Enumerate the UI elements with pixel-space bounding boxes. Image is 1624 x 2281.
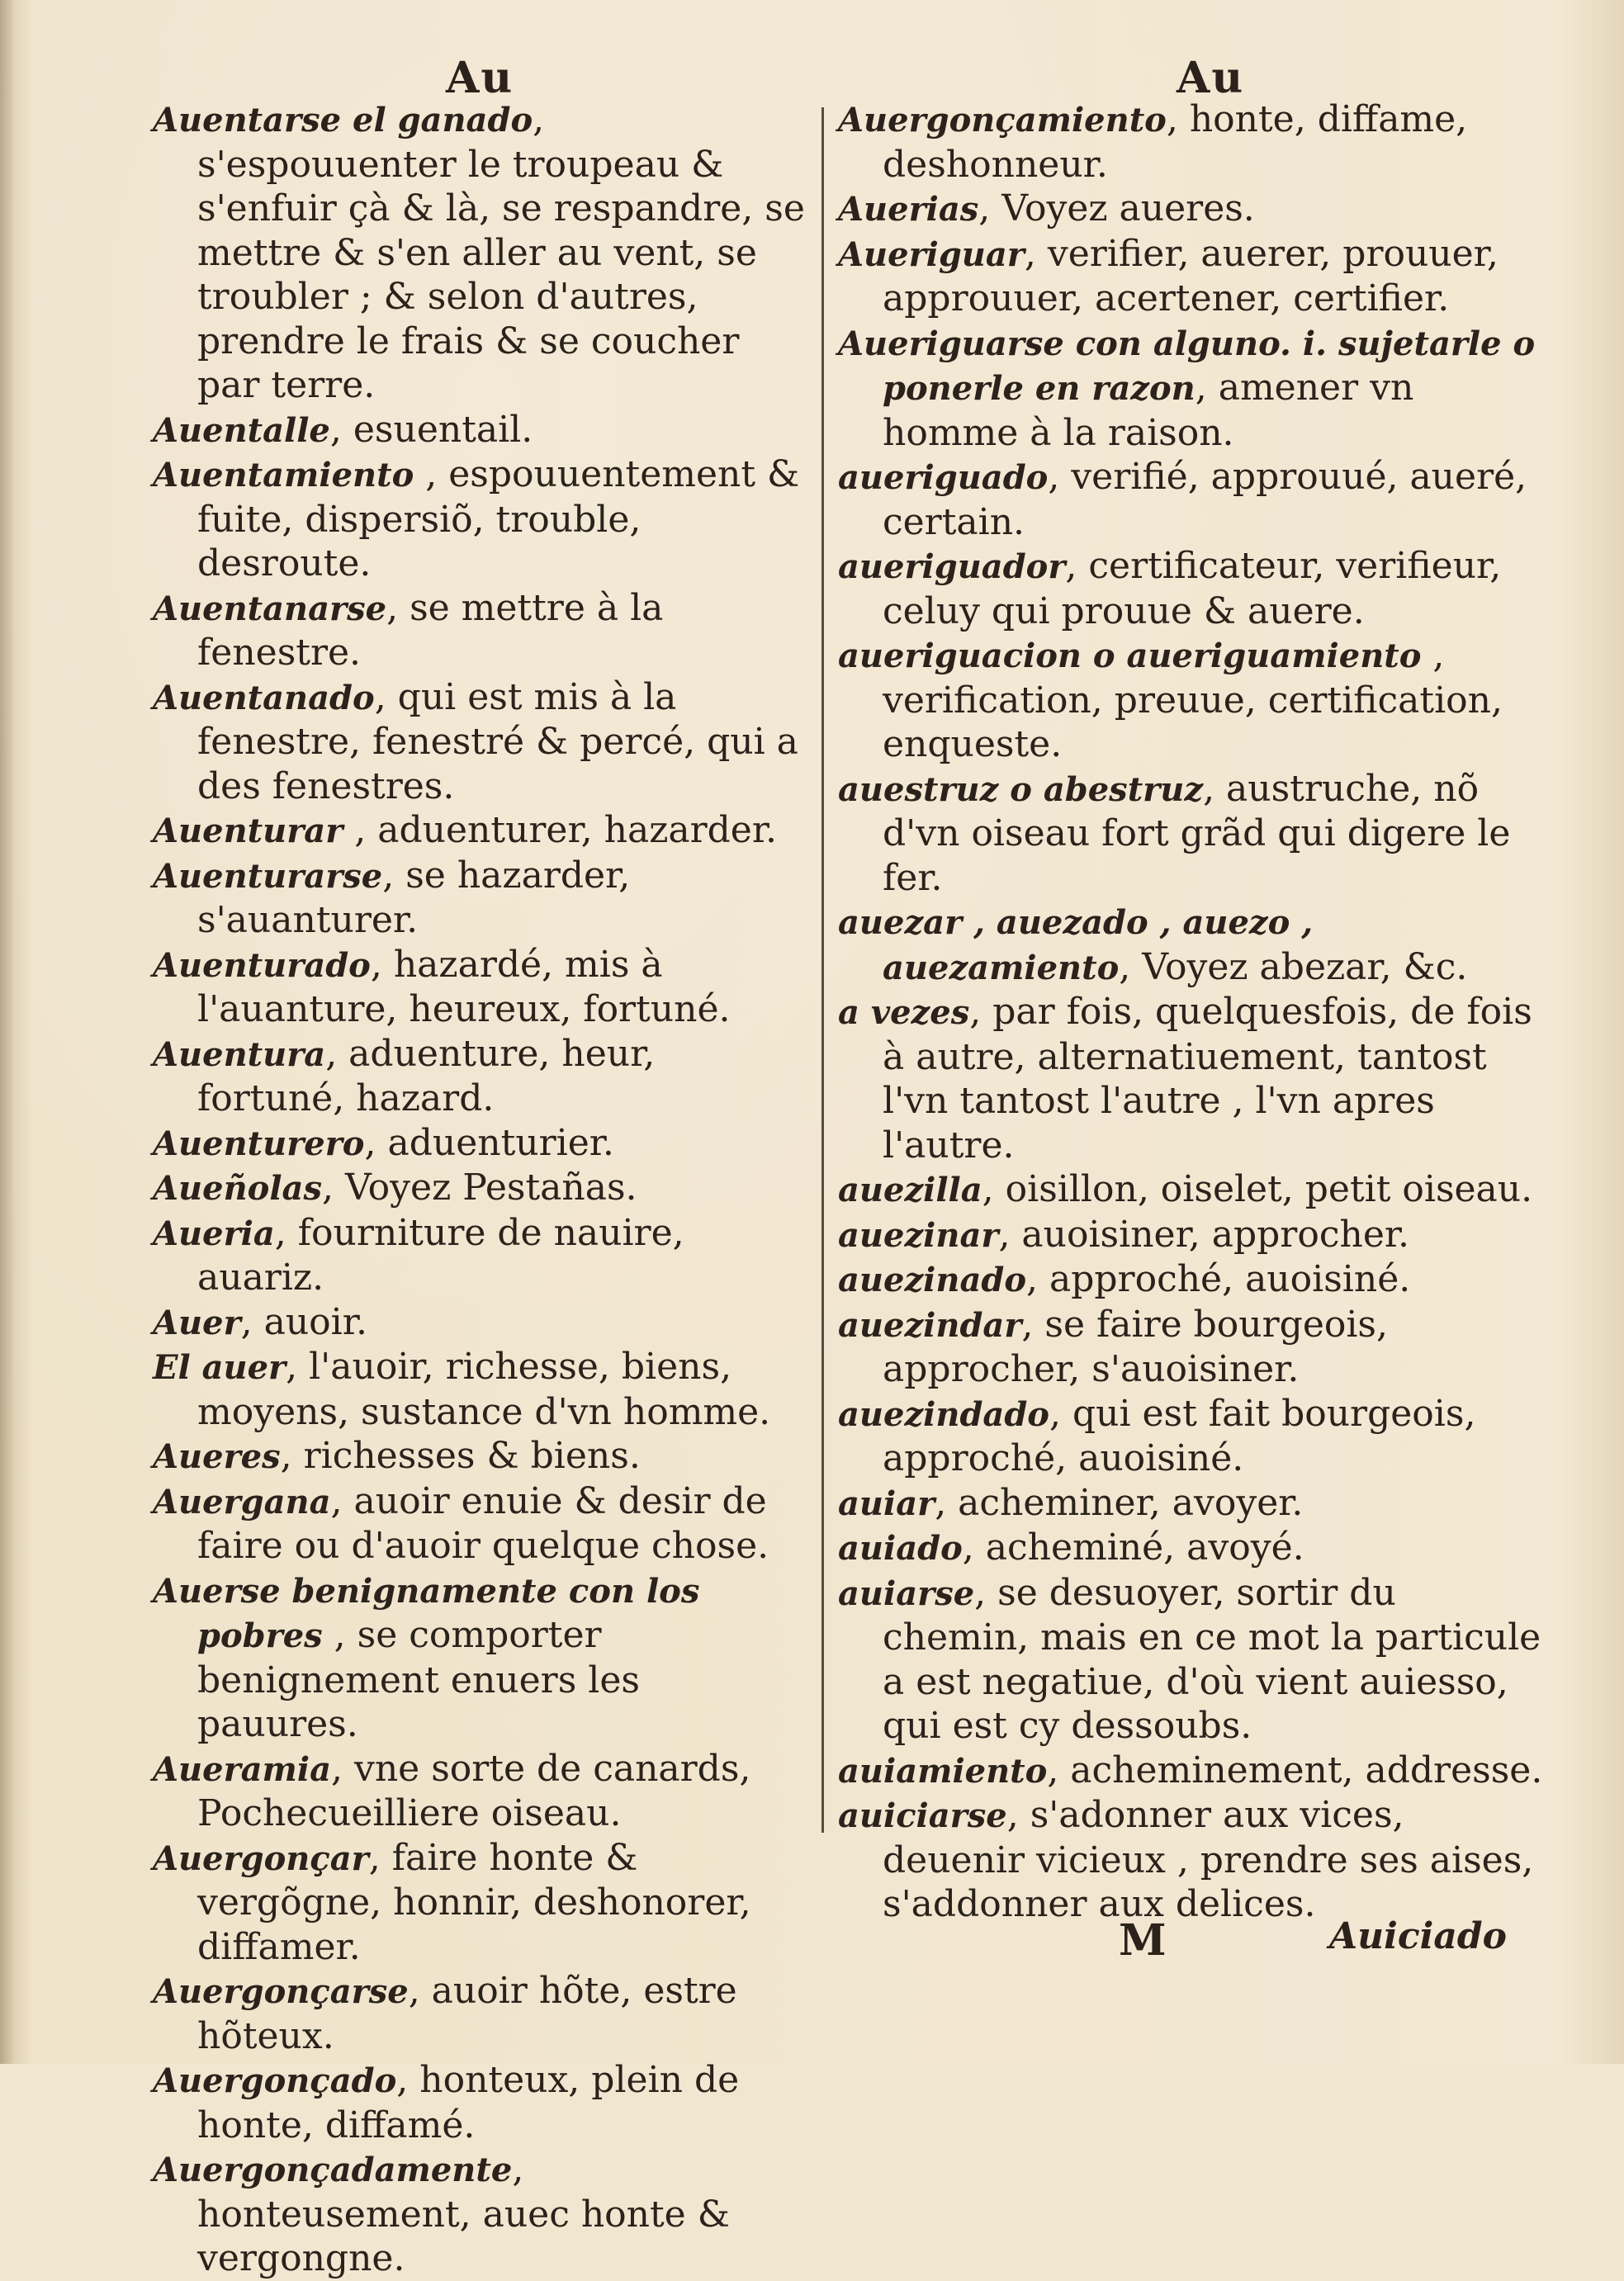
dictionary-entry: Auer, auoir. <box>153 1300 367 1343</box>
dictionary-entry: auiamiento, acheminement, addresse. <box>838 1749 1543 1791</box>
dictionary-entry: auezindar, se faire bourgeois, approcher, s'auoisiner. <box>838 1303 1388 1390</box>
right-column <box>838 97 1544 1927</box>
dictionary-entry: auiado, acheminé, avoyé. <box>838 1526 1304 1569</box>
dictionary-entry: Auenturarse, se hazarder, s'auanturer. <box>153 854 631 941</box>
dictionary-entry: auezindado, qui est fait bourgeois, approché, auoisiné. <box>838 1392 1476 1479</box>
dictionary-entry: Aueriguarse con alguno. i. sujetarle o ponerle en razon, amener vn homme à la raison. <box>838 324 1536 454</box>
dictionary-entry: auiar, acheminer, avoyer. <box>838 1481 1304 1524</box>
dictionary-entry: Auentura, aduenture, heur, fortuné, hazard. <box>153 1032 656 1119</box>
dictionary-entry: Auergonçamiento, honte, diffame, deshonneur. <box>838 98 1468 186</box>
running-head-right: Au <box>1177 53 1245 103</box>
dictionary-entry: Aueres, richesses & biens. <box>153 1435 641 1477</box>
signature-mark: M <box>1119 1915 1167 1966</box>
dictionary-entry: Aueria, fourniture de nauire, auariz. <box>153 1211 684 1299</box>
catchword: Auiciado <box>1329 1915 1507 1957</box>
dictionary-entry: a vezes, par fois, quelquesfois, de fois à autre, alternatiuement, tantost l'vn tantost l'autre , l'vn apres l'autre. <box>838 991 1532 1167</box>
dictionary-entry: Auenturar , aduenturer, hazarder. <box>153 809 778 851</box>
dictionary-entry: Auenturero, aduenturier. <box>153 1121 614 1164</box>
dictionary-entry: Auergonçadamente, honteusement, auec honte & vergongne. <box>153 2148 730 2279</box>
dictionary-entry: aueriguador, certificateur, verifieur, celuy qui prouue & auere. <box>838 545 1502 632</box>
dictionary-entry: Aueriguar, verifier, auerer, prouuer, approuuer, acertener, certifier. <box>838 232 1499 319</box>
dictionary-entry: auezilla, oisillon, oiselet, petit oiseau. <box>838 1168 1533 1210</box>
dictionary-entry: Auerias, Voyez aueres. <box>838 187 1255 230</box>
dictionary-entry: Aueñolas, Voyez Pestañas. <box>153 1167 637 1209</box>
left-column <box>153 97 805 2281</box>
dictionary-entry: aueriguado, verifié, approuué, aueré, certain. <box>838 456 1527 543</box>
dictionary-entry: auestruz o abestruz, austruche, nõ d'vn oiseau fort grãd qui digere le fer. <box>838 767 1511 899</box>
dictionary-entry: auezinar, auoisiner, approcher. <box>838 1213 1410 1256</box>
column-rule <box>821 107 824 1833</box>
dictionary-entry: Auergana, auoir enuie & desir de faire ou d'auoir quelque chose. <box>153 1479 769 1567</box>
dictionary-entry: Auentalle, esuentail. <box>153 408 533 451</box>
dictionary-entry: Auentarse el ganado, s'espouuenter le troupeau & s'enfuir çà & là, se respandre, se mettre & s'en aller au vent, se troubler ; & selon d'autres, prendre le frais & se coucher par terre. <box>153 98 805 406</box>
dictionary-entry: Auentanado, qui est mis à la fenestre, fenestré & percé, qui a des fenestres. <box>153 675 798 807</box>
dictionary-entry: auezinado, approché, auoisiné. <box>838 1258 1411 1300</box>
dictionary-entry: Auergonçar, faire honte & vergõgne, honnir, deshonorer, diffamer. <box>153 1836 751 1968</box>
running-head-left: Au <box>446 53 514 103</box>
dictionary-entry: Auerse benignamente con los pobres , se comporter benignement enuers les pauures. <box>153 1571 700 1745</box>
dictionary-entry: aueriguacion o aueriguamiento , verification, preuue, certification, enqueste. <box>838 634 1503 765</box>
dictionary-entry: Auentanarse, se mettre à la fenestre. <box>153 586 664 674</box>
dictionary-entry: Auenturado, hazardé, mis à l'auanture, heureux, fortuné. <box>153 943 731 1030</box>
dictionary-entry: Auergonçado, honteux, plein de honte, diffamé. <box>153 2059 740 2146</box>
dictionary-entry: Aueramia, vne sorte de canards, Pochecueilliere oiseau. <box>153 1747 751 1834</box>
dictionary-entry: El auer, l'auoir, richesse, biens, moyens, sustance d'vn homme. <box>153 1346 771 1433</box>
dictionary-entry: Auentamiento , espouuentement & fuite, dispersiõ, trouble, desroute. <box>153 453 800 584</box>
dictionary-entry: auiciarse, s'adonner aux vices, deuenir vicieux , prendre ses aises, s'addonner aux delices. <box>838 1794 1534 1925</box>
dictionary-entry: auezar , auezado , auezo , auezamiento, Voyez abezar, &c. <box>838 903 1468 988</box>
page-edge <box>0 0 13 2064</box>
dictionary-entry: auiarse, se desuoyer, sortir du chemin, mais en ce mot la particule a est negatiue, d'où vient auiesso, qui est cy dessoubs. <box>838 1571 1541 1747</box>
dictionary-entry: Auergonçarse, auoir hõte, estre hõteux. <box>153 1970 737 2057</box>
